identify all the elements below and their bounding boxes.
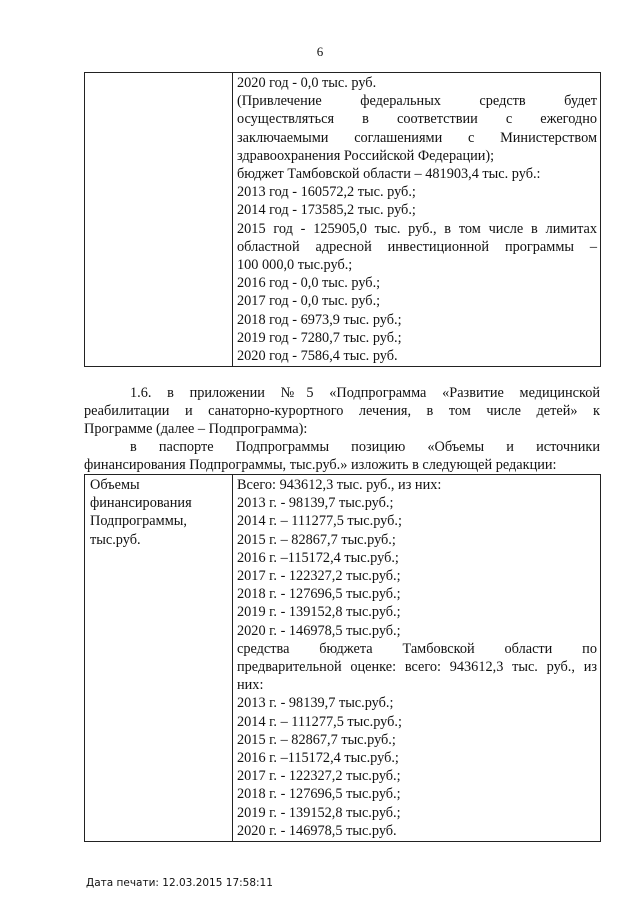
empty-label-cell: [85, 73, 233, 367]
text-line: 2020 год - 7586,4 тыс. руб.: [237, 348, 398, 365]
text-line: (Привлечение федеральных средств будет: [237, 93, 597, 110]
paragraph-line: финансирования Подпрограммы, тыс.руб.» изложить в следующей редакции:: [84, 457, 557, 474]
text-line: здравоохранения Российской Федерации);: [237, 147, 495, 164]
funding-details-cell: [233, 73, 601, 367]
text-line: осуществляться в соответствии с ежегодно: [237, 111, 597, 128]
text-line: 2020 г. - 146978,5 тыс.руб.: [237, 822, 397, 839]
text-line: средства бюджета Тамбовской области по: [237, 640, 597, 657]
text-line: 2019 г. - 139152,8 тыс.руб.;: [237, 804, 401, 821]
passport-paragraph: [84, 438, 600, 474]
funding-table: [84, 474, 601, 842]
table-row: [85, 475, 601, 842]
text-line: 2019 год - 7280,7 тыс. руб.;: [237, 329, 402, 346]
text-line: 2018 год - 6973,9 тыс. руб.;: [237, 311, 402, 328]
text-line: 2015 г. – 82867,7 тыс.руб.;: [237, 731, 396, 748]
text-line: 2020 г. - 146978,5 тыс.руб.;: [237, 622, 401, 639]
amendment-paragraph-1-6: [84, 384, 600, 439]
paragraph-line: 1.6. в приложении №5 «Подпрограмма «Развитие медицинской: [130, 385, 600, 401]
label-line: тыс.руб.: [90, 531, 141, 548]
text-line: 2020 год - 0,0 тыс. руб.: [237, 75, 377, 91]
text-line: 2017 год - 0,0 тыс. руб.;: [237, 293, 381, 310]
text-line: 2017 г. - 122327,2 тыс.руб.;: [237, 568, 401, 585]
label-line: Объемы: [90, 477, 140, 493]
text-line: заключаемыми соглашениями с Министерством: [237, 129, 597, 146]
text-line: Всего: 943612,3 тыс. руб., из них:: [237, 477, 442, 493]
text-line: бюджет Тамбовской области – 481903,4 тыс. руб.:: [237, 166, 541, 183]
text-line: 2018 г. - 127696,5 тыс.руб.;: [237, 786, 401, 803]
text-line: областной адресной инвестиционной программы –: [237, 238, 597, 255]
text-line: 2013 г. - 98139,7 тыс.руб.;: [237, 495, 394, 512]
paragraph-line: Программе (далее – Подпрограмма):: [84, 421, 308, 438]
text-line: 2013 год - 160572,2 тыс. руб.;: [237, 184, 416, 201]
text-line: 2015 г. – 82867,7 тыс.руб.;: [237, 531, 396, 548]
paragraph-line: в паспорте Подпрограммы позицию «Объемы и источники: [130, 439, 600, 455]
text-line: 2018 г. - 127696,5 тыс.руб.;: [237, 586, 401, 603]
funding-values-cell: [233, 475, 601, 842]
paragraph-line: реабилитации и санаторно-курортного лечения, в том числе детей» к: [84, 403, 600, 420]
text-line: 2014 г. – 111277,5 тыс.руб.;: [237, 513, 402, 530]
page-number: 6: [316, 44, 324, 59]
text-line: 2013 г. - 98139,7 тыс.руб.;: [237, 695, 394, 712]
text-line: 2016 год - 0,0 тыс. руб.;: [237, 275, 381, 292]
text-line: предварительной оценке: всего: 943612,3 тыс. руб., из: [237, 659, 597, 676]
text-line: 100 000,0 тыс.руб.;: [237, 257, 353, 274]
text-line: 2014 год - 173585,2 тыс. руб.;: [237, 202, 416, 219]
text-line: 2017 г. - 122327,2 тыс.руб.;: [237, 768, 401, 785]
table-row: [85, 73, 601, 367]
text-line: 2014 г. – 111277,5 тыс.руб.;: [237, 713, 402, 730]
funding-label-cell: [85, 475, 233, 842]
text-line: 2016 г. –115172,4 тыс.руб.;: [237, 750, 399, 767]
text-line: 2015 год - 125905,0 тыс. руб., в том числе в лимитах: [237, 220, 597, 237]
text-line: 2019 г. - 139152,8 тыс.руб.;: [237, 604, 401, 621]
continuation-table: [84, 72, 601, 367]
text-line: 2016 г. –115172,4 тыс.руб.;: [237, 549, 399, 566]
label-line: финансирования: [90, 495, 192, 512]
print-date-footer: Дата печати: 12.03.2015 17:58:11: [86, 877, 273, 889]
text-line: них:: [237, 677, 264, 694]
label-line: Подпрограммы,: [90, 513, 187, 530]
